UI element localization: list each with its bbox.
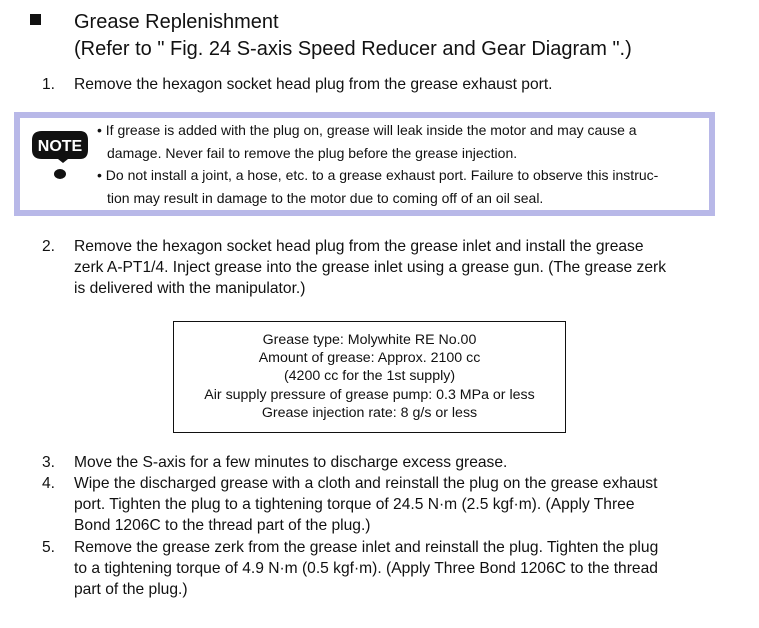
step-number: 1.: [42, 76, 56, 93]
section-heading: [74, 9, 632, 63]
step-number: 3.: [42, 454, 56, 471]
note-text: [97, 119, 658, 209]
step-text-line: is delivered with the manipulator.): [74, 280, 306, 297]
heading-subtitle: (Refer to " Fig. 24 S-axis Speed Reducer and Gear Diagram ".): [74, 38, 632, 60]
step-text-line: Bond 1206C to the thread part of the plug.): [74, 517, 371, 534]
spec-line: Air supply pressure of grease pump: 0.3 MPa or less: [204, 386, 535, 403]
step-text-line: to a tightening torque of 4.9 N·m (0.5 kgf·m). (Apply Three Bond 1206C to the thread: [74, 560, 658, 577]
step-number: 5.: [42, 539, 56, 556]
note-bullet: •: [97, 122, 102, 138]
step-text-line: Remove the hexagon socket head plug from the grease inlet and install the grease: [74, 238, 644, 255]
spec-line: Grease type: Molywhite RE No.00: [262, 332, 477, 348]
step-text-line: Move the S-axis for a few minutes to discharge excess grease.: [74, 454, 508, 471]
note-bullet: •: [97, 167, 102, 183]
step-text-line: Wipe the discharged grease with a cloth and reinstall the plug on the grease exhaust: [74, 475, 658, 492]
step-text-line: port. Tighten the plug to a tightening torque of 24.5 N·m (2.5 kgf·m). (Apply Three: [74, 496, 635, 513]
step-text-line: Remove the hexagon socket head plug from the grease exhaust port.: [74, 76, 553, 93]
grease-spec-box: [173, 321, 566, 433]
section-bullet-square: [30, 14, 41, 25]
note-line: • Do not install a joint, a hose, etc. to a grease exhaust port. Failure to observe this instruc-: [97, 167, 659, 183]
step-text-line: zerk A-PT1/4. Inject grease into the grease inlet using a grease gun. (The grease zerk: [74, 259, 667, 276]
note-icon-label: NOTE: [37, 138, 83, 155]
spec-line: (4200 cc for the 1st supply): [283, 368, 456, 385]
note-line: tion may result in damage to the motor due to coming off of an oil seal.: [107, 189, 544, 206]
step-text-line: Remove the grease zerk from the grease inlet and reinstall the plug. Tighten the plug: [74, 539, 659, 556]
step-text-line: part of the plug.): [74, 581, 188, 598]
step-number: 4.: [42, 475, 56, 492]
note-line: • If grease is added with the plug on, grease will leak inside the motor and may cause a: [97, 122, 637, 138]
step-number: 2.: [42, 238, 56, 255]
spec-line: Amount of grease: Approx. 2100 cc: [258, 350, 481, 367]
note-hand-icon: [28, 127, 92, 181]
spec-line: Grease injection rate: 8 g/s or less: [261, 404, 478, 421]
heading-title: Grease Replenishment: [74, 11, 279, 33]
note-line: damage. Never fail to remove the plug before the grease injection.: [107, 144, 518, 161]
